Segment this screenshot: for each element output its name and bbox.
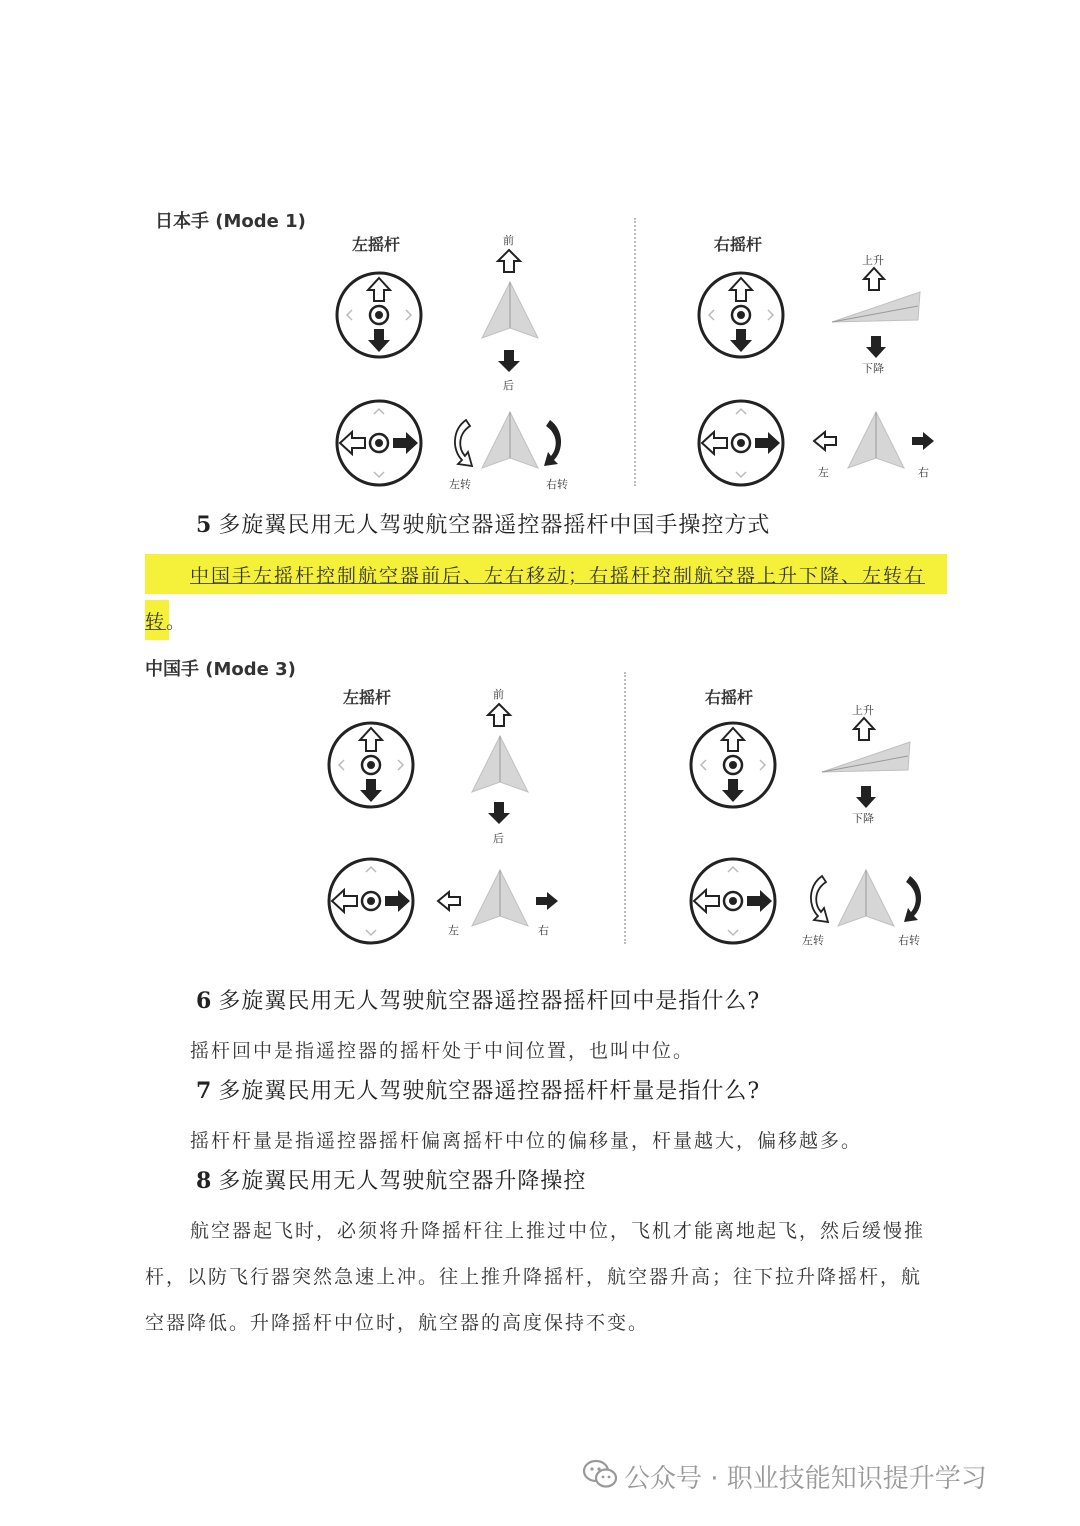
mode1-divider [634, 218, 636, 486]
section5-heading [196, 508, 770, 539]
mode1-plane-yaw-icon [480, 410, 540, 470]
section8-line2: 杆，以防飞行器突然急速上冲。往上推升降摇杆，航空器升高；往下拉升降摇杆，航 [145, 1266, 923, 1288]
section5-number: 5 [196, 512, 213, 538]
mode1-right-stick-horizontal-icon [696, 398, 786, 488]
section7-body: 摇杆杆量是指遥控器摇杆偏离摇杆中位的偏移量，杆量越大，偏移越多。 [190, 1130, 863, 1152]
section6-heading [196, 984, 760, 1015]
mode1-up-label: 上升 [862, 254, 884, 267]
mode3-left-arrow-icon [436, 890, 462, 912]
mode1-turn-left-label: 左转 [449, 478, 471, 491]
mode3-right-label: 右 [538, 924, 549, 937]
section5-body-line2: 转。 [145, 611, 188, 633]
mode3-right-stick-horizontal-icon [688, 856, 778, 946]
mode3-plane-pitch-icon [470, 734, 530, 794]
mode3-title: 中国手 (Mode 3) [145, 659, 296, 680]
mode1-down-arrow-icon [864, 334, 888, 360]
section8-number: 8 [196, 1168, 213, 1194]
mode1-backward-arrow-icon [496, 348, 522, 374]
section6-body: 摇杆回中是指遥控器的摇杆处于中间位置，也叫中位。 [190, 1040, 695, 1062]
mode3-plane-yaw-icon [836, 868, 896, 928]
mode3-backward-arrow-icon [486, 800, 512, 826]
section7-number: 7 [196, 1078, 213, 1104]
mode1-right-stick-vertical-icon [696, 270, 786, 360]
mode1-turn-left-arrow-icon [448, 418, 474, 470]
section5-title: 多旋翼民用无人驾驶航空器遥控器摇杆中国手操控方式 [218, 513, 771, 538]
mode1-up-arrow-icon [862, 266, 886, 292]
section5-body-line1: 中国手左摇杆控制航空器前后、左右移动；右摇杆控制航空器上升下降、左转右 [190, 565, 926, 587]
mode3-turn-left-label: 左转 [802, 934, 824, 947]
mode1-forward-arrow-icon [496, 248, 522, 274]
mode1-left-stick-horizontal-icon [334, 398, 424, 488]
mode1-backward-label: 后 [503, 379, 514, 392]
section8-line3: 空器降低。升降摇杆中位时，航空器的高度保持不变。 [145, 1312, 650, 1334]
mode1-right-stick-label: 右摇杆 [714, 235, 763, 254]
mode3-backward-label: 后 [493, 832, 504, 845]
mode3-right-stick-vertical-icon [688, 720, 778, 810]
mode1-right-label: 右 [918, 466, 929, 479]
mode3-left-label: 左 [448, 924, 459, 937]
mode3-right-arrow-icon [534, 890, 560, 912]
mode3-forward-arrow-icon [486, 702, 512, 728]
mode3-up-arrow-icon [852, 716, 876, 742]
section7-title: 多旋翼民用无人驾驶航空器遥控器摇杆杆量是指什么? [218, 1079, 761, 1104]
section6-number: 6 [196, 988, 213, 1014]
mode3-turn-right-label: 右转 [898, 934, 920, 947]
mode3-down-arrow-icon [854, 784, 878, 810]
section7-heading [196, 1074, 760, 1105]
section8-title: 多旋翼民用无人驾驶航空器升降操控 [218, 1169, 587, 1194]
mode1-plane-side-icon [830, 290, 922, 324]
mode1-down-label: 下降 [862, 362, 884, 375]
mode3-right-stick-label: 右摇杆 [705, 688, 754, 707]
mode1-turn-right-label: 右转 [546, 478, 568, 491]
wechat-icon [582, 1458, 618, 1490]
mode3-plane-roll-icon [470, 868, 530, 928]
mode3-divider [624, 672, 626, 944]
section8-line1: 航空器起飞时，必须将升降摇杆往上推过中位，飞机才能离地起飞，然后缓慢推 [190, 1220, 926, 1242]
mode1-forward-label: 前 [503, 234, 514, 247]
mode1-right-arrow-icon [910, 430, 936, 452]
mode3-plane-side-icon [820, 740, 912, 774]
section6-title: 多旋翼民用无人驾驶航空器遥控器摇杆回中是指什么? [218, 989, 761, 1014]
mode1-title: 日本手 (Mode 1) [155, 211, 306, 232]
mode1-turn-right-arrow-icon [542, 418, 568, 470]
mode3-down-label: 下降 [852, 812, 874, 825]
mode3-forward-label: 前 [493, 688, 504, 701]
mode1-left-arrow-icon [812, 430, 838, 452]
mode3-left-stick-label: 左摇杆 [343, 688, 392, 707]
mode1-plane-pitch-icon [480, 280, 540, 340]
mode3-turn-right-arrow-icon [902, 874, 928, 926]
mode3-up-label: 上升 [852, 704, 874, 717]
mode1-plane-roll-icon [846, 410, 906, 470]
mode1-left-stick-vertical-icon [334, 270, 424, 360]
mode3-left-stick-horizontal-icon [326, 856, 416, 946]
mode3-turn-left-arrow-icon [804, 874, 830, 926]
mode1-left-stick-label: 左摇杆 [352, 235, 401, 254]
section8-heading [196, 1164, 586, 1195]
watermark-text: 公众号 · 职业技能知识提升学习 [624, 1464, 987, 1494]
mode3-left-stick-vertical-icon [326, 720, 416, 810]
mode1-left-label: 左 [818, 466, 829, 479]
